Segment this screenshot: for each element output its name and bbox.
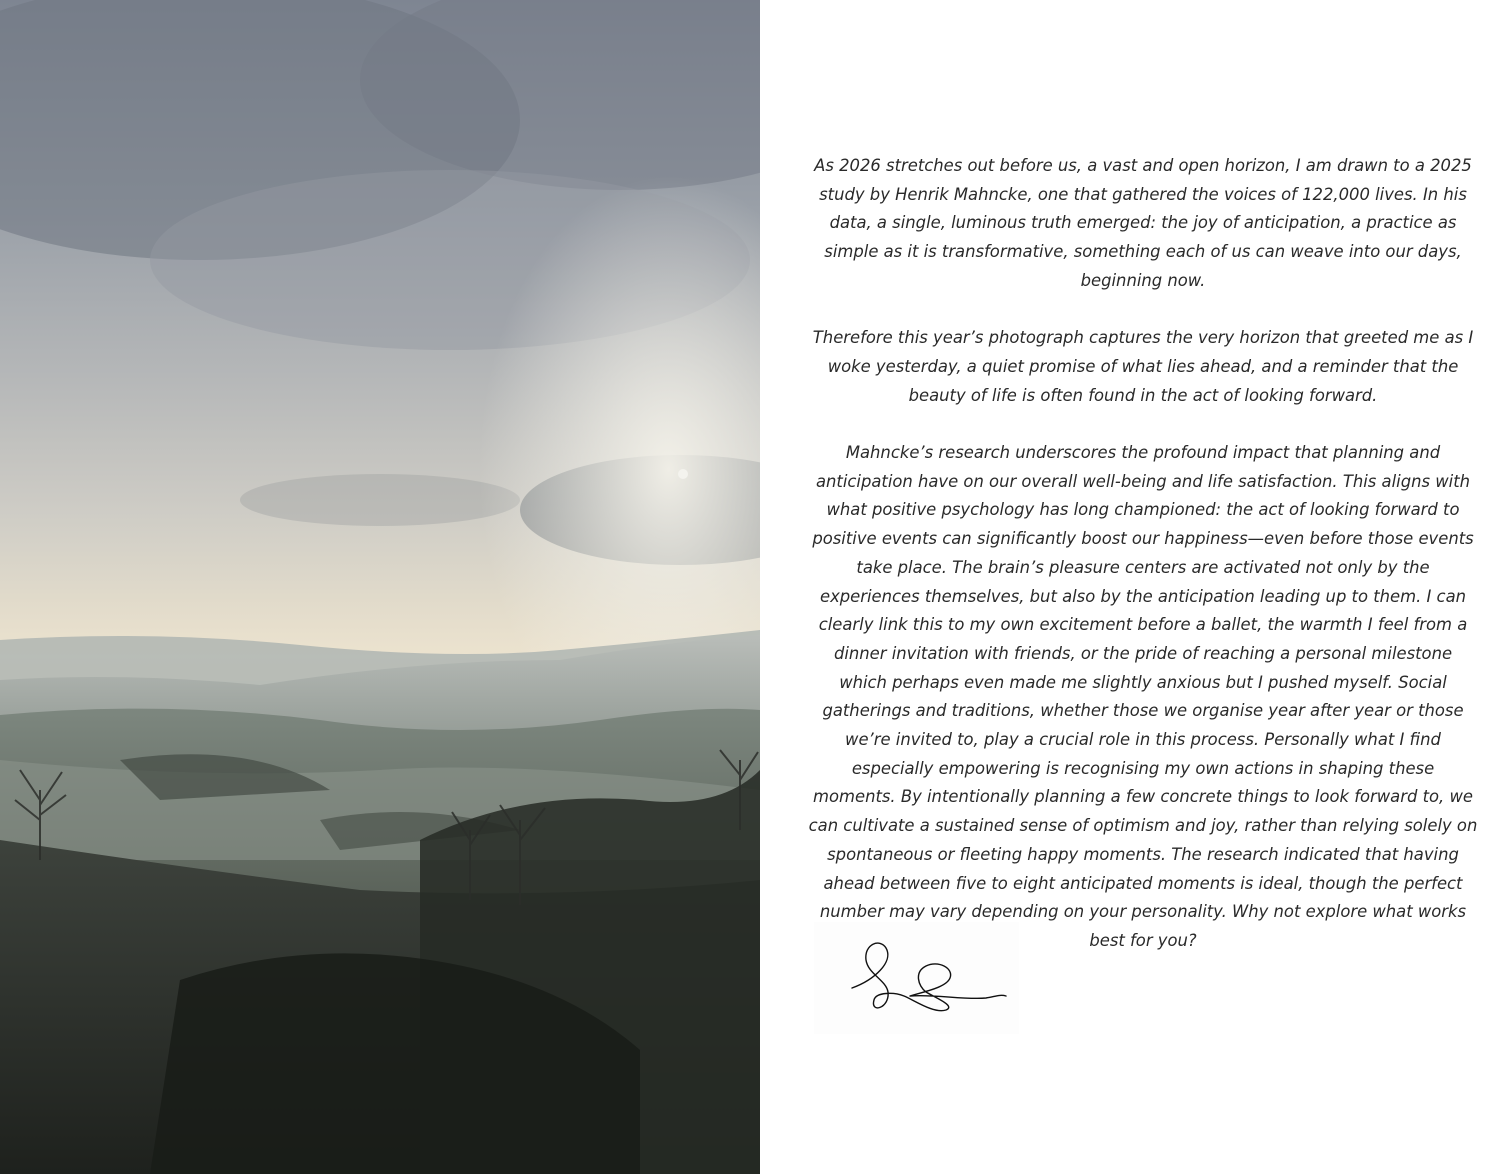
- letter-paragraph-3: Mahncke’s research underscores the profound impact that planning and anticipation have on our overall well-being and life satisfaction. This aligns with what positive psychology has long championed: the act of looking forward to positive events can significantly boost our happiness—even before those events take place. The brain’s pleasure centers are activated not only by the experiences themselves, but also by the anticipation leading up to them. I can clearly link this to my own excitement before a ballet, the warmth I feel from a dinner invitation with friends, or the pride of reaching a personal milestone which perhaps even made me slightly anxious but I pushed myself. Social gatherings and traditions, whether those we organise year after year or those we’re invited to, play a crucial role in this process. Personally what I find especially empowering is recognising my own actions in shaping these moments. By intentionally planning a few concrete things to look forward to, we can cultivate a sustained sense of optimism and joy, rather than relying solely on spontaneous or fleeting happy moments. The research indicated that having ahead between five to eight anticipated moments is ideal, though the perfect number may vary depending on your personality. Why not explore what works best for you?: [808, 443, 1478, 950]
- letter-body: [808, 152, 1478, 956]
- handwritten-signature-icon: [814, 922, 1019, 1034]
- letter-paragraph-1: As 2026 stretches out before us, a vast and open horizon, I am drawn to a 2025 study by Henrik Mahncke, one that gathered the voices of 122,000 lives. In his data, a single, luminous truth emerged: the joy of anticipation, a practice as simple as it is transformative, something each of us can weave into our days, beginning now.: [814, 156, 1472, 290]
- letter-panel: [760, 0, 1500, 1174]
- signature: [814, 922, 1019, 1034]
- letter-paragraph-2: Therefore this year’s photograph captures the very horizon that greeted me as I woke yesterday, a quiet promise of what lies ahead, and a reminder that the beauty of life is often found in the act of looking forward.: [812, 328, 1474, 405]
